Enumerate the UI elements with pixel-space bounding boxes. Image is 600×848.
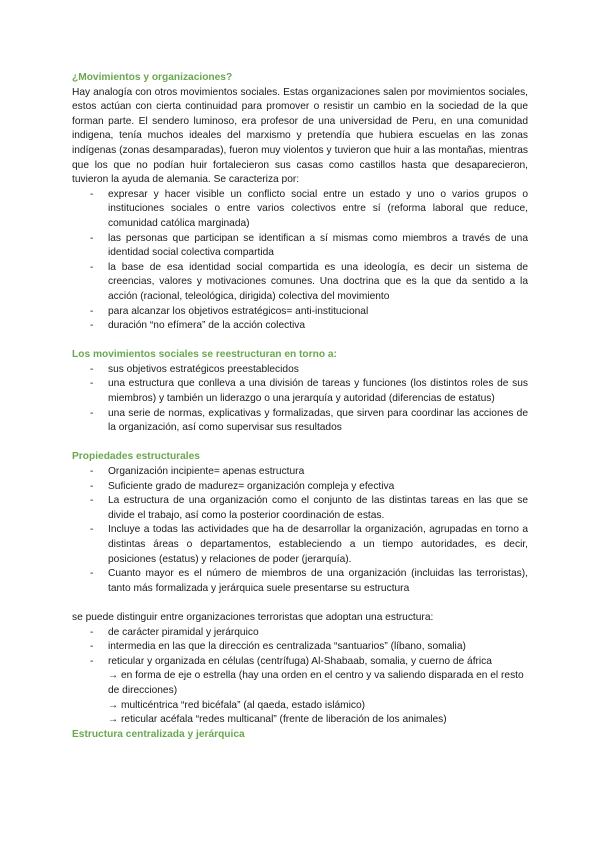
dash-bullet: - bbox=[90, 626, 94, 638]
dash-bullet: - bbox=[90, 305, 94, 317]
dash-bullet: - bbox=[90, 524, 94, 536]
list-item: - Suficiente grado de madurez= organización compleja y efectiva bbox=[72, 480, 528, 495]
list-item: - sus objetivos estratégicos preestablecidos bbox=[72, 363, 528, 378]
properties-list bbox=[72, 465, 528, 596]
document-content bbox=[72, 71, 528, 742]
restructure-list bbox=[72, 363, 528, 436]
list-item: - Organización incipiente= apenas estructura bbox=[72, 465, 528, 480]
sub-list-item: → reticular acéfala “redes multicanal” (frente de liberación de los animales) bbox=[108, 714, 447, 726]
list-item: - la base de esa identidad social compartida es una ideología, es decir un sistema de creencias, valores y motivaciones comunes. Una doctrina que es la que da sentido a la acción (racional, teleológica, dirigida) colectiva del movimiento bbox=[90, 261, 528, 302]
dash-bullet: - bbox=[90, 261, 94, 273]
dash-bullet: - bbox=[90, 363, 94, 375]
list-item: - para alcanzar los objetivos estratégicos= anti-institucional bbox=[72, 305, 528, 320]
structures-intro: se puede distinguir entre organizaciones terroristas que adoptan una estructura: bbox=[72, 611, 434, 623]
list-item: - intermedia en las que la dirección es centralizada “santuarios” (líbano, somalia) bbox=[72, 640, 528, 655]
section-heading-reestructuran: Los movimientos sociales se reestructuran en torno a: bbox=[72, 349, 337, 361]
list-item: - duración “no efímera” de la acción colectiva bbox=[72, 319, 528, 334]
list-item: - las personas que participan se identifican a sí mismas como miembros a través de una identidad social colectiva compartida bbox=[90, 232, 528, 259]
list-item: - La estructura de una organización como el conjunto de las distintas tareas en las que se divide el trabajo, así como la posterior coordinación de estas. bbox=[90, 495, 528, 521]
dash-bullet: - bbox=[90, 568, 94, 580]
section-heading-propiedades: Propiedades estructurales bbox=[72, 451, 200, 463]
dash-bullet: - bbox=[90, 320, 94, 332]
dash-bullet: - bbox=[90, 378, 94, 390]
dash-bullet: - bbox=[90, 480, 94, 492]
sub-list-item: → en forma de eje o estrella (hay una orden en el centro y va saliendo disparada en el resto de direcciones) bbox=[108, 670, 524, 696]
dash-bullet: - bbox=[90, 655, 94, 667]
sub-list-item: → multicéntrica “red bicéfala” (al qaeda, estado islámico) bbox=[108, 699, 366, 711]
intro-paragraph: Hay analogía con otros movimientos sociales. Estas organizaciones salen por movimientos sociales, estos actúan con cierta continuidad para promover o resistir un cambio en la sociedad de la que forman parte. El sendero luminoso, era profesor de una universidad de Peru, en una comunidad indigena, tenía muchos ideales del marxismo y pretendía que hubiera escuelas en las zonas indígenas (zonas desamparadas), fueron muy violentos y tuvieron que huir a las montañas, mientras que los que no podían huir fortalecieron sus casas como castillos hasta que desaparecieron, tuvieron la ayuda de alemania. Se caracteriza por: bbox=[72, 86, 528, 186]
dash-bullet: - bbox=[90, 232, 94, 244]
dash-bullet: - bbox=[90, 495, 94, 507]
structures-list bbox=[72, 626, 528, 728]
dash-bullet: - bbox=[90, 188, 94, 200]
dash-bullet: - bbox=[90, 641, 94, 653]
list-item: - una serie de normas, explicativas y formalizadas, que sirven para coordinar las acciones de la organización, así como supervisar sus resultados bbox=[90, 407, 528, 434]
characteristics-list bbox=[72, 188, 528, 334]
list-item: - reticular y organizada en células (centrífuga) Al-Shabaab, somalia, y cuerno de áfrica bbox=[72, 655, 528, 670]
section-heading-movimientos: ¿Movimientos y organizaciones? bbox=[72, 72, 233, 83]
list-item: - expresar y hacer visible un conflicto social entre un estado y uno o varios grupos o instituciones sociales o entre varios colectivos entre sí (reforma laboral que reduce, comunidad católica marginada) bbox=[90, 188, 528, 229]
dash-bullet: - bbox=[90, 466, 94, 478]
list-item: - una estructura que conlleva a una división de tareas y funciones (los distintos roles de sus miembros) y también un liderazgo o una jerarquía y autoridad (diferencias de estatus) bbox=[90, 378, 528, 405]
list-item: - Cuanto mayor es el número de miembros de una organización (incluidas las terroristas), tanto más formalizada y jerárquica suele presentarse su estructura bbox=[90, 568, 528, 594]
dash-bullet: - bbox=[90, 407, 94, 419]
section-heading-estructura-centralizada: Estructura centralizada y jerárquica bbox=[72, 728, 245, 740]
list-item: - de carácter piramidal y jerárquico bbox=[72, 626, 528, 641]
list-item: - Incluye a todas las actividades que ha de desarrollar la organización, agrupadas en torno a distintas áreas o departamentos, estableciendo a un tiempo autoridades, es decir, posiciones (estatus) y relaciones de poder (jerarquía). bbox=[90, 524, 528, 565]
